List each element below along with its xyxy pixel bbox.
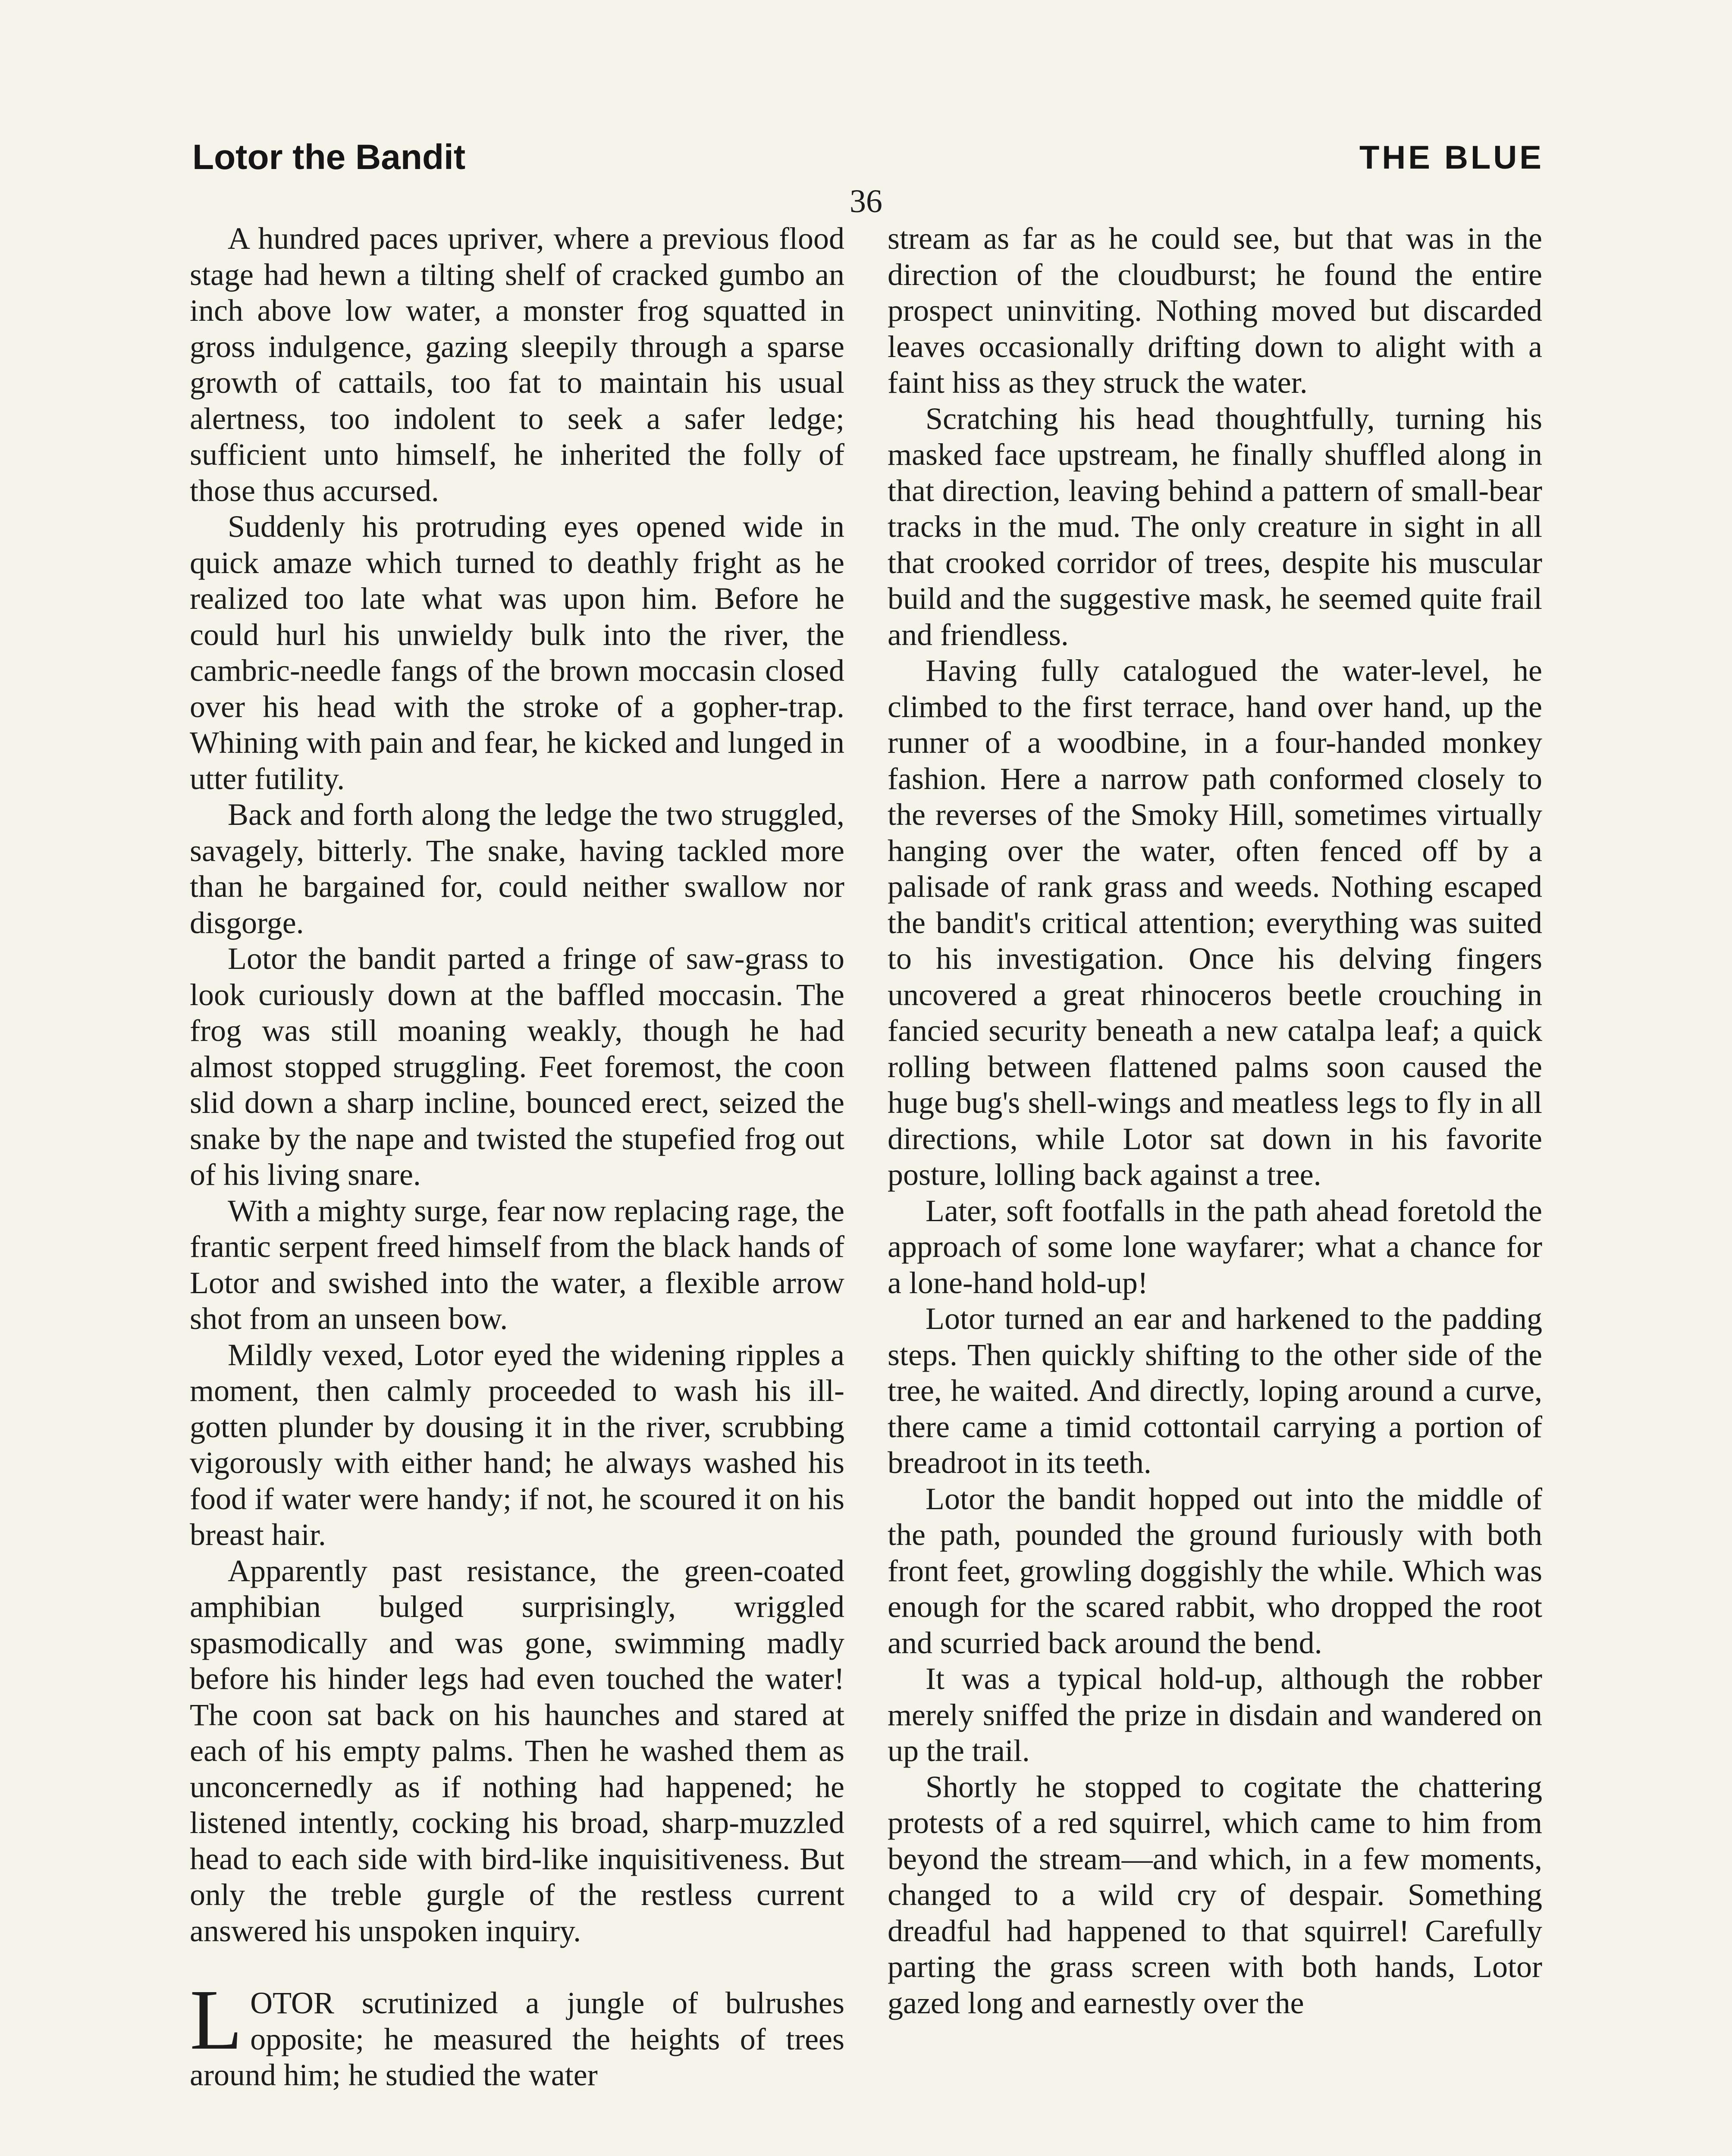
drop-cap-paragraph bbox=[190, 1972, 844, 2093]
paragraph: It was a typical hold-up, although the robber merely sniffed the prize in disdain and wandered on up the trail. bbox=[888, 1661, 1542, 1768]
paragraph: Having fully catalogued the water-level, he climbed to the first terrace, hand over hand, up the runner of a woodbine, in a four-handed monkey fashion. Here a narrow path conformed closely to the reverses of the Smoky Hill, sometimes virtually hanging over the water, often fenced off by a palisade of rank grass and weeds. Nothing escaped the bandit's critical attention; everything was suited to his investigation. Once his delving fingers uncovered a great rhinoceros beetle crouching in fancied security beneath a new catalpa leaf; a quick rolling between flattened palms soon caused the huge bug's shell-wings and meatless legs to fly in all directions, while Lotor sat down in his favorite posture, lolling back against a tree. bbox=[888, 653, 1542, 1192]
paragraph: A hundred paces upriver, where a previous flood stage had hewn a tilting shelf of cracked gumbo an inch above low water, a monster frog squatted in gross indulgence, gazing sleepily through a sparse growth of cattails, too fat to maintain his usual alertness, too indolent to seek a safer ledge; sufficient unto himself, he inherited the folly of those thus accursed. bbox=[190, 221, 844, 508]
paragraph: Lotor turned an ear and harkened to the padding steps. Then quickly shifting to the other side of the tree, he waited. And directly, loping around a curve, there came a timid cottontail carrying a portion of breadroot in its teeth. bbox=[888, 1301, 1542, 1480]
paragraph: Mildly vexed, Lotor eyed the widening ripples a moment, then calmly proceeded to wash his ill-gotten plunder by dousing it in the river, scrubbing vigorously with either hand; he always washed his food if water were handy; if not, he scoured it on his breast hair. bbox=[190, 1337, 844, 1552]
magazine-name: THE BLUE bbox=[1359, 139, 1544, 176]
drop-cap-text: OTOR scrutinized a jungle of bulrushes opposite; he measured the heights of trees around him; he studied the water bbox=[190, 1986, 844, 2092]
paragraph: With a mighty surge, fear now replacing rage, the frantic serpent freed himself from the black hands of Lotor and swished into the water, a flexible arrow shot from an unseen bow. bbox=[190, 1193, 844, 1336]
paragraph: Shortly he stopped to cogitate the chattering protests of a red squirrel, which came to him from beyond the stream—and which, in a few moments, changed to a wild cry of despair. Something dreadful had happened to that squirrel! Carefully parting the grass screen with both hands, Lotor gazed long and earnestly over the bbox=[888, 1769, 1542, 2020]
paragraph: Apparently past resistance, the green-coated amphibian bulged surprisingly, wriggled spasmodically and was gone, swimming madly before his hinder legs had even touched the water! The coon sat back on his haunches and stared at each of his empty palms. Then he washed them as unconcernedly as if nothing had happened; he listened intently, cocking his broad, sharp-muzzled head to each side with bird-like inquisitiveness. But only the treble gurgle of the restless current answered his unspoken inquiry. bbox=[190, 1553, 844, 1948]
left-column bbox=[190, 221, 844, 2093]
story-title: Lotor the Bandit bbox=[192, 138, 466, 177]
paragraph: Back and forth along the ledge the two struggled, savagely, bitterly. The snake, having tackled more than he bargained for, could neither swallow nor disgorge. bbox=[190, 797, 844, 940]
paragraph: Suddenly his protruding eyes opened wide in quick amaze which turned to deathly fright as he realized too late what was upon him. Before he could hurl his unwieldy bulk into the river, the cambric-needle fangs of the brown moccasin closed over his head with the stroke of a gopher-trap. Whining with pain and fear, he kicked and lunged in utter futility. bbox=[190, 509, 844, 796]
right-column bbox=[888, 221, 1542, 2021]
drop-cap: L bbox=[190, 1972, 243, 2068]
paragraph: Lotor the bandit parted a fringe of saw-grass to look curiously down at the baffled moccasin. The frog was still moaning weakly, though he had almost stopped struggling. Feet foremost, the coon slid down a sharp incline, bounced erect, seized the snake by the nape and twisted the stupefied frog out of his living snare. bbox=[190, 941, 844, 1192]
paragraph: Later, soft footfalls in the path ahead foretold the approach of some lone wayfarer; what a chance for a lone-hand hold-up! bbox=[888, 1193, 1542, 1300]
paragraph: stream as far as he could see, but that was in the direction of the cloudburst; he found the entire prospect uninviting. Nothing moved but discarded leaves occasionally drifting down to alight with a faint hiss as they struck the water. bbox=[888, 221, 1542, 400]
paragraph: Scratching his head thoughtfully, turning his masked face upstream, he finally shuffled along in that direction, leaving behind a pattern of small-bear tracks in the mud. The only creature in sight in all that crooked corridor of trees, despite his muscular build and the suggestive mask, he seemed quite frail and friendless. bbox=[888, 401, 1542, 652]
paragraph: Lotor the bandit hopped out into the middle of the path, pounded the ground furiously with both front feet, growling doggishly the while. Which was enough for the scared rabbit, who dropped the root and scurried back around the bend. bbox=[888, 1481, 1542, 1660]
page-number: 36 bbox=[850, 183, 882, 219]
